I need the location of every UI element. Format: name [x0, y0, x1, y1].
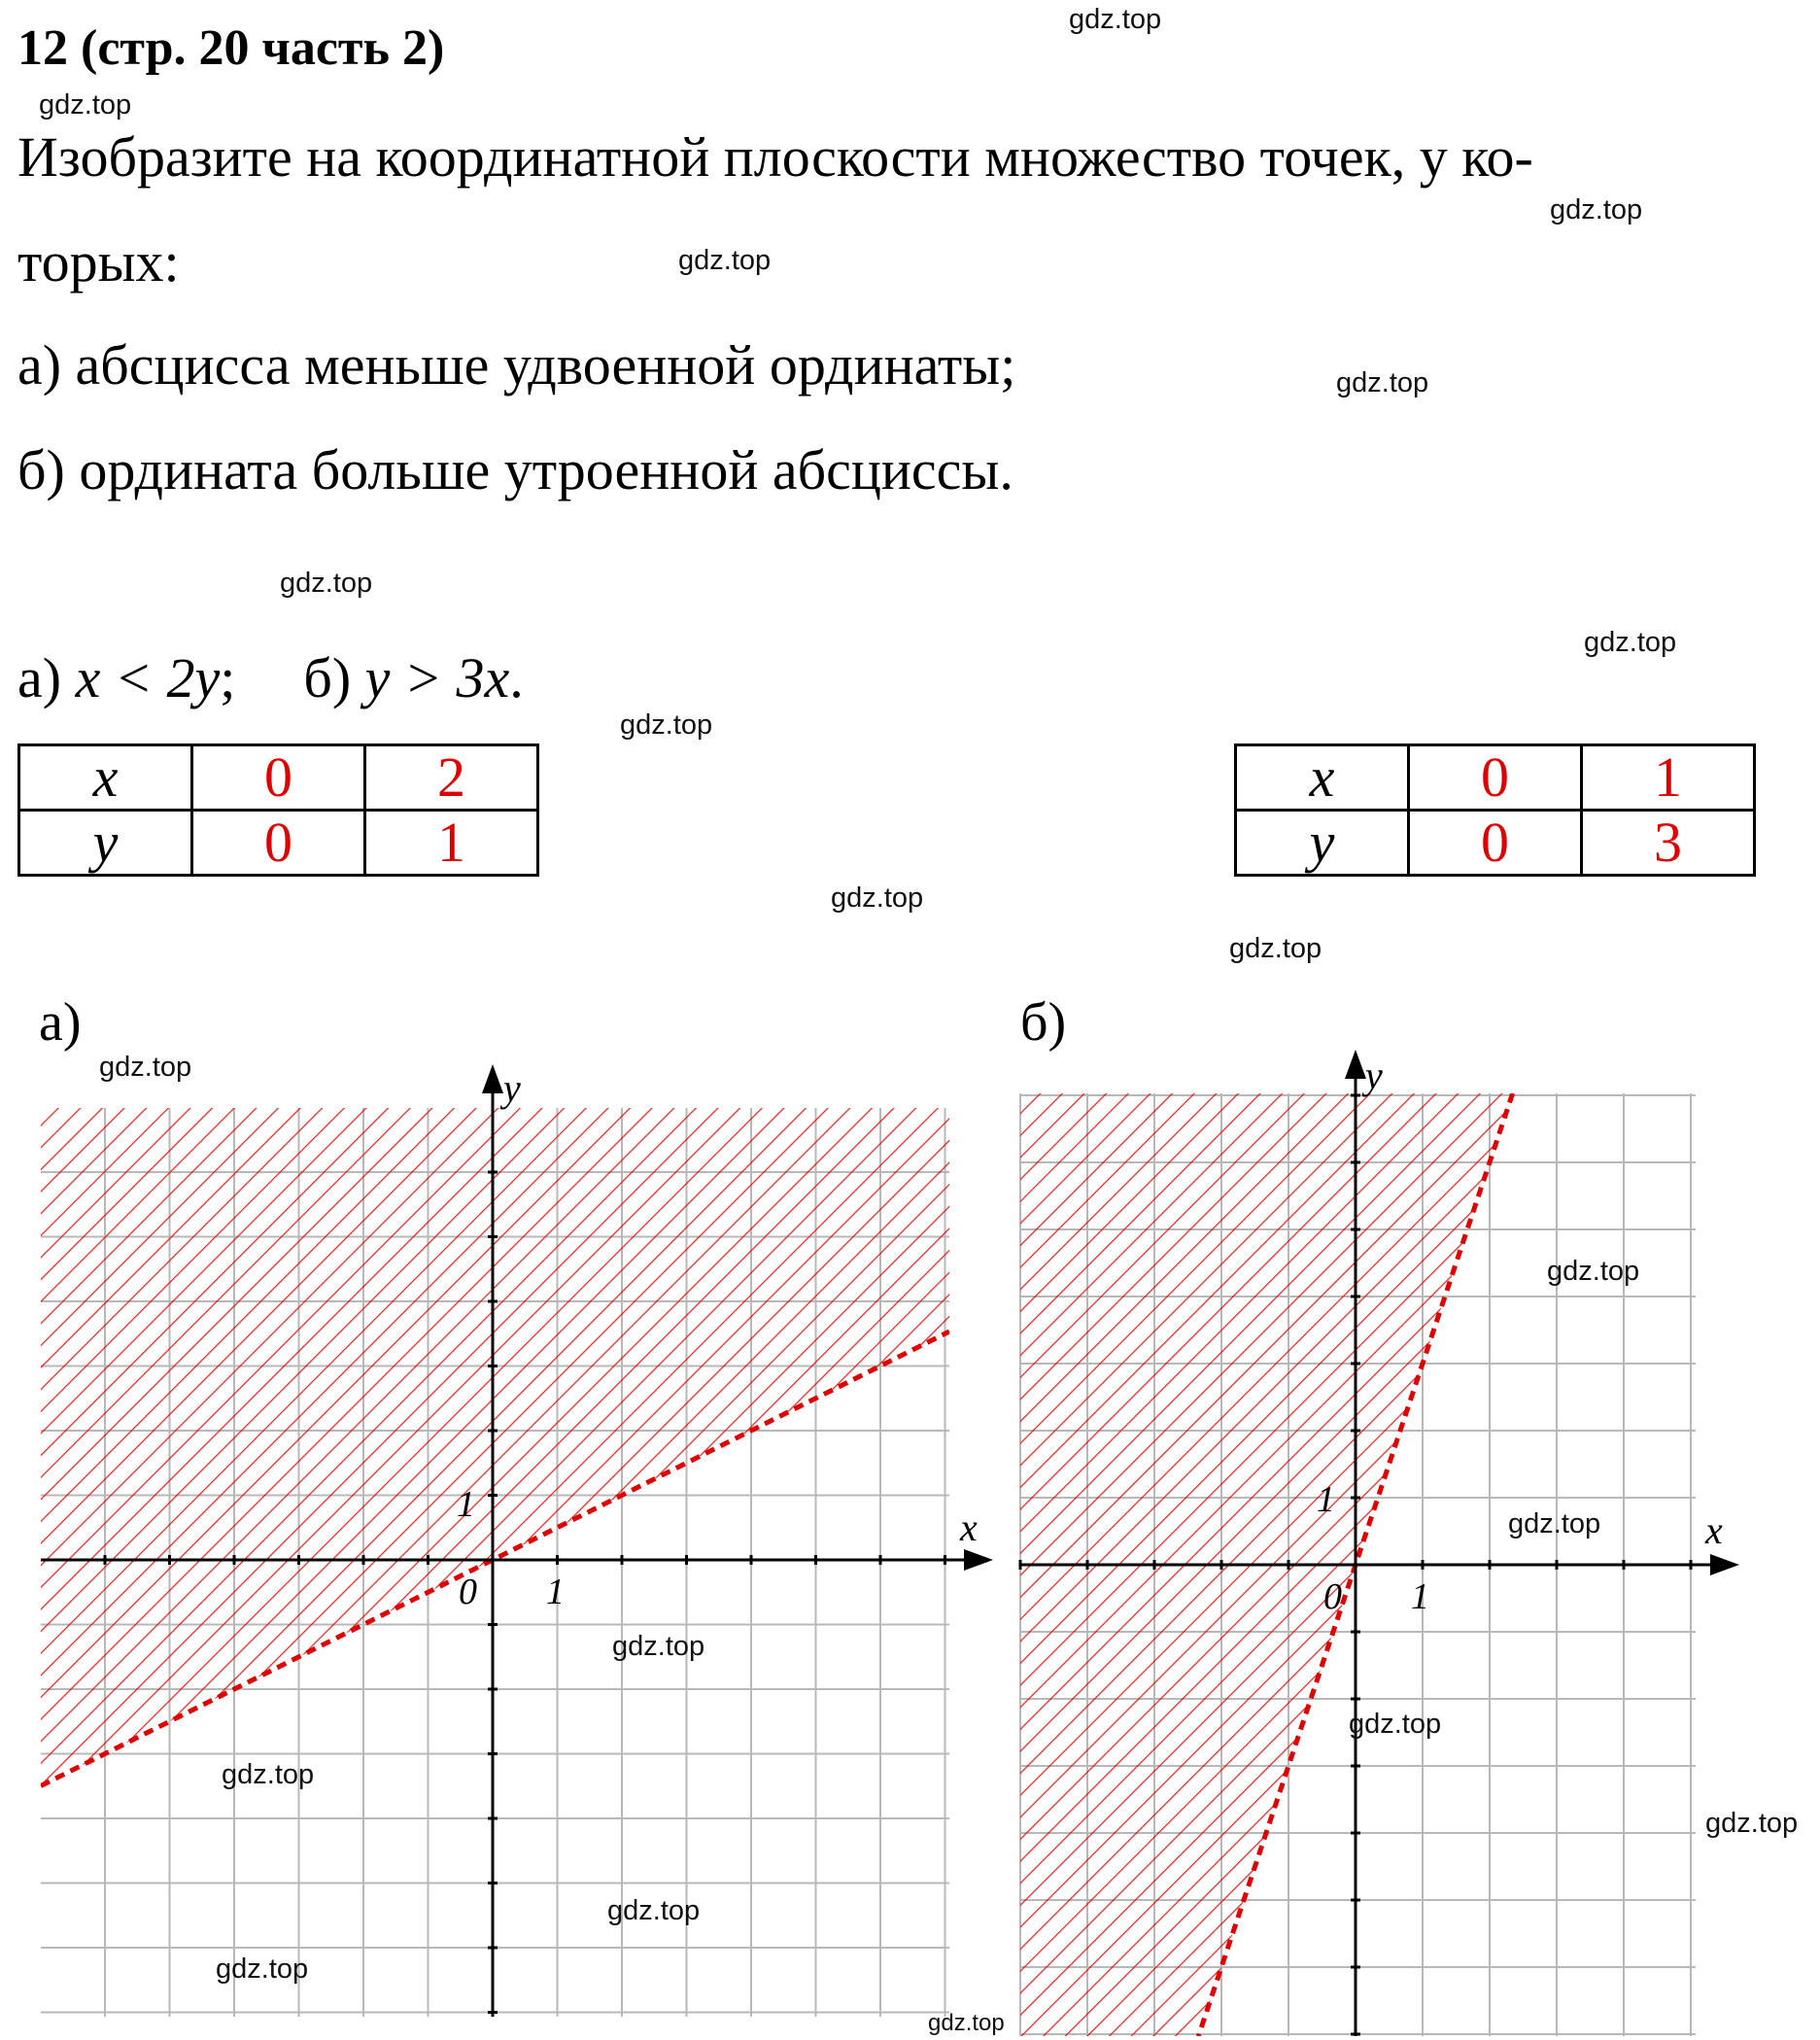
table-b-y-value: 3: [1582, 811, 1755, 876]
watermark: gdz.top: [222, 1759, 315, 1790]
watermark: gdz.top: [831, 882, 924, 914]
watermark: gdz.top: [1584, 627, 1677, 658]
table-a-x-label: x: [19, 745, 192, 811]
watermark: gdz.top: [928, 2010, 1005, 2036]
watermark: gdz.top: [1547, 1256, 1640, 1287]
watermark: gdz.top: [39, 89, 132, 121]
table-a-y-value: 0: [192, 811, 365, 876]
watermark: gdz.top: [1349, 1709, 1442, 1740]
watermark: gdz.top: [1229, 933, 1322, 964]
graph-b-label: б): [1020, 992, 1067, 1053]
answer-b-expr: y > 3x: [364, 646, 510, 709]
watermark: gdz.top: [1508, 1508, 1601, 1539]
x-axis-arrow-icon: [1710, 1554, 1739, 1575]
task-item-b: б) ордината больше утроенной абсциссы.: [17, 438, 1013, 501]
graph-b-origin-label: 0: [1323, 1576, 1342, 1617]
table-b-x-label: x: [1236, 745, 1409, 811]
table-a-x-value: 2: [365, 745, 538, 811]
answer-a-prefix: а): [17, 646, 76, 709]
watermark: gdz.top: [99, 1052, 192, 1083]
graph-b-x-unit-label: 1: [1411, 1576, 1429, 1617]
problem-title: 12 (стр. 20 часть 2): [17, 20, 445, 76]
table-b-x-value: 1: [1582, 745, 1755, 811]
graph-a-origin-label: 0: [459, 1572, 477, 1612]
task-text-line-1: Изобразите на координатной плоскости множество точек, у ко-: [17, 125, 1533, 189]
graph-b-y-label: y: [1365, 1054, 1383, 1097]
table-b-y-label: y: [1236, 811, 1409, 876]
table-a-x-value: 0: [192, 745, 365, 811]
table-a-y-value: 1: [365, 811, 538, 876]
watermark: gdz.top: [1550, 194, 1643, 225]
answer-b-end: .: [509, 646, 524, 709]
answer-a-sep: ;: [220, 646, 236, 709]
y-axis-arrow-icon: [1345, 1050, 1366, 1079]
y-axis-arrow-icon: [482, 1064, 503, 1093]
graph-a-y-unit-label: 1: [457, 1484, 475, 1525]
table-a-y-label: y: [19, 811, 192, 876]
x-axis-arrow-icon: [964, 1549, 993, 1571]
watermark: gdz.top: [280, 568, 373, 599]
graph-a-y-label: y: [503, 1066, 521, 1110]
watermark: gdz.top: [678, 245, 772, 276]
task-text-line-2: торых:: [17, 230, 180, 294]
task-item-a: а) абсцисса меньше удвоенной ординаты;: [17, 333, 1016, 397]
watermark: gdz.top: [607, 1895, 701, 1926]
graph-a-x-unit-label: 1: [546, 1572, 565, 1612]
table-b-x-value: 0: [1409, 745, 1582, 811]
graph-b-y-unit-label: 1: [1317, 1479, 1335, 1520]
shaded-region-a: [41, 1108, 949, 1786]
answer-a-expr: x < 2y: [75, 646, 221, 709]
table-b-y-value: 0: [1409, 811, 1582, 876]
graph-b-x-label: x: [1705, 1508, 1723, 1552]
watermark: gdz.top: [620, 709, 713, 741]
watermark: gdz.top: [1069, 4, 1162, 35]
watermark: gdz.top: [1705, 1808, 1799, 1839]
answer-b-prefix: б): [303, 646, 365, 709]
watermark: gdz.top: [612, 1631, 705, 1662]
graph-a-label: а): [39, 992, 82, 1053]
watermark: gdz.top: [216, 1954, 309, 1985]
watermark: gdz.top: [1336, 367, 1429, 398]
graph-a-x-label: x: [960, 1505, 978, 1549]
